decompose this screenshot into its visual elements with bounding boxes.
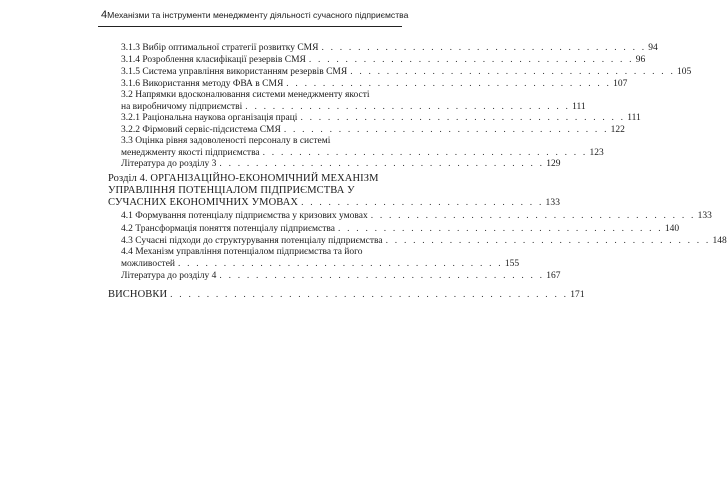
toc-chapter[interactable]: Розділ 4. ОРГАНІЗАЦІЙНО-ЕКОНОМІЧНИЙ МЕХАНІЗМ УПРАВЛІННЯ ПОТЕНЦІАЛОМ ПІДПРИЄМСТВА У СУЧАСНИХ ЕКОНОМІЧНИХ УМОВАХ . . . . . . . . . . . . . . . . . . . . . . . . . . . 133 — [108, 173, 561, 208]
toc-entry-page: 140 — [664, 224, 680, 234]
toc-entry-page: 167 — [546, 271, 561, 281]
page-number: 4 — [101, 9, 108, 21]
toc-entry[interactable]: 4.3 Сучасні підходи до структурування потенціалу підприємства . . . . . . . . . . . . . . . . . . . . . . . . . . . . . . . . . . . . 148 — [121, 236, 727, 246]
toc-entry-title: 3.1.6 Використання методу ФВА в СМЯ — [121, 79, 284, 89]
toc-entry-page: 123 — [589, 148, 604, 158]
toc-entry[interactable]: 3.1.6 Використання методу ФВА в СМЯ . . . . . . . . . . . . . . . . . . . . . . . . . . . . . . . . . . . . 107 — [121, 79, 628, 89]
toc-entry-title-cont: на виробничому підприємстві — [121, 102, 243, 112]
toc-entry[interactable]: 4.4 Механізм управління потенціалом підприємства та його можливостей . . . . . . . . . . . . . . . . . . . . . . . . . . . . . . . . . . . . 155 — [121, 247, 520, 269]
toc-entry-title: 3.1.5 Система управління використанням резервів СМЯ — [121, 67, 348, 77]
toc-entry[interactable]: 3.1.4 Розроблення класифікації резервів СМЯ . . . . . . . . . . . . . . . . . . . . . . . . . . . . . . . . . . . . 96 — [121, 55, 646, 65]
running-header — [98, 9, 409, 27]
running-title: Механізми та інструменти менеджменту діяльності сучасного підприємства — [107, 10, 409, 20]
toc-entry-page: 171 — [570, 290, 585, 300]
toc-entry-page: 107 — [613, 79, 628, 89]
toc-entry-title: Література до розділу 4 — [121, 271, 217, 281]
toc-entry-page: 155 — [504, 259, 520, 269]
toc-entry-page: 148 — [712, 236, 727, 246]
chapter-title-cont: СУЧАСНИХ ЕКОНОМІЧНИХ УМОВАХ — [108, 197, 299, 208]
toc-entry[interactable]: 3.2 Напрямки вдосконалювання системи менеджменту якості на виробничому підприємстві . . . . . . . . . . . . . . . . . . . . . . . . . . . . . . . . . . . . 111 — [121, 90, 586, 112]
toc-entry[interactable]: 3.2.2 Фірмовий сервіс-підсистема СМЯ . . . . . . . . . . . . . . . . . . . . . . . . . . . . . . . . . . . . 122 — [121, 125, 625, 135]
toc-entry-page: 129 — [546, 159, 561, 169]
toc-entry-title: 4.1 Формування потенціалу підприємства у кризових умовах — [121, 211, 368, 221]
toc-entry[interactable]: 4.1 Формування потенціалу підприємства у кризових умовах . . . . . . . . . . . . . . . . . . . . . . . . . . . . . . . . . . . . 133 — [121, 211, 712, 221]
toc-entry-title: 3.2.2 Фірмовий сервіс-підсистема СМЯ — [121, 125, 281, 135]
toc-entry[interactable]: 4.2 Трансформація поняття потенціалу підприємства . . . . . . . . . . . . . . . . . . . . . . . . . . . . . . . . . . . . 140 — [121, 224, 680, 234]
chapter-title: ВИСНОВКИ — [108, 289, 168, 300]
toc-chapter[interactable]: ВИСНОВКИ . . . . . . . . . . . . . . . . . . . . . . . . . . . . . . . . . . . . . . . . . . . . 171 — [108, 289, 585, 300]
toc-entry[interactable]: Література до розділу 4 . . . . . . . . . . . . . . . . . . . . . . . . . . . . . . . . . . . . 167 — [121, 271, 561, 281]
toc-entry[interactable]: 3.2.1 Раціональна наукова організація праці . . . . . . . . . . . . . . . . . . . . . . . . . . . . . . . . . . . . 111 — [121, 113, 641, 123]
toc-entry-title: 3.3 Оцінка рівня задоволеності персоналу в системі — [121, 136, 331, 146]
toc-entry-title: 3.2.1 Раціональна наукова організація праці — [121, 113, 298, 123]
toc-entry-page: 111 — [572, 102, 586, 112]
toc-entry-page: 133 — [697, 211, 712, 221]
chapter-title: Розділ 4. ОРГАНІЗАЦІЙНО-ЕКОНОМІЧНИЙ МЕХАНІЗМ — [108, 173, 379, 184]
toc-entry-title-cont: можливостей — [121, 259, 175, 269]
toc-entry-title: 4.4 Механізм управління потенціалом підприємства та його — [121, 247, 363, 257]
toc-entry-title: 3.2 Напрямки вдосконалювання системи менеджменту якості — [121, 90, 370, 100]
toc-entry[interactable]: Література до розділу 3 . . . . . . . . . . . . . . . . . . . . . . . . . . . . . . . . . . . . 129 — [121, 159, 561, 169]
toc-entry-title: 3.1.4 Розроблення класифікації резервів СМЯ — [121, 55, 306, 65]
toc-entry-title: 3.1.3 Вибір оптимальної стратегії розвитку СМЯ — [121, 43, 319, 53]
toc-entry[interactable]: 3.1.3 Вибір оптимальної стратегії розвитку СМЯ . . . . . . . . . . . . . . . . . . . . . . . . . . . . . . . . . . . . 94 — [121, 43, 658, 53]
toc-entry-page: 96 — [635, 55, 646, 65]
toc-entry-title: Література до розділу 3 — [121, 159, 217, 169]
toc-entry-page: 133 — [545, 198, 561, 208]
chapter-title-cont: УПРАВЛІННЯ ПОТЕНЦІАЛОМ ПІДПРИЄМСТВА У — [108, 185, 355, 196]
toc-entry[interactable]: 3.1.5 Система управління використанням резервів СМЯ . . . . . . . . . . . . . . . . . . . . . . . . . . . . . . . . . . . . 105 — [121, 67, 692, 77]
toc-entry-page: 94 — [648, 43, 658, 53]
toc-entry-page: 111 — [627, 113, 641, 123]
toc-entry-title: 4.3 Сучасні підходи до структурування потенціалу підприємства — [121, 236, 383, 246]
toc-entry-page: 105 — [677, 67, 692, 77]
toc-entry-title-cont: менеджменту якості підприємства — [121, 148, 260, 158]
toc-entry[interactable]: 3.3 Оцінка рівня задоволеності персоналу в системі менеджменту якості підприємства . . . . . . . . . . . . . . . . . . . . . . . . . . . . . . . . . . . . 123 — [121, 136, 604, 158]
toc-entry-page: 122 — [610, 125, 625, 135]
toc-entry-title: 4.2 Трансформація поняття потенціалу підприємства — [121, 224, 335, 234]
